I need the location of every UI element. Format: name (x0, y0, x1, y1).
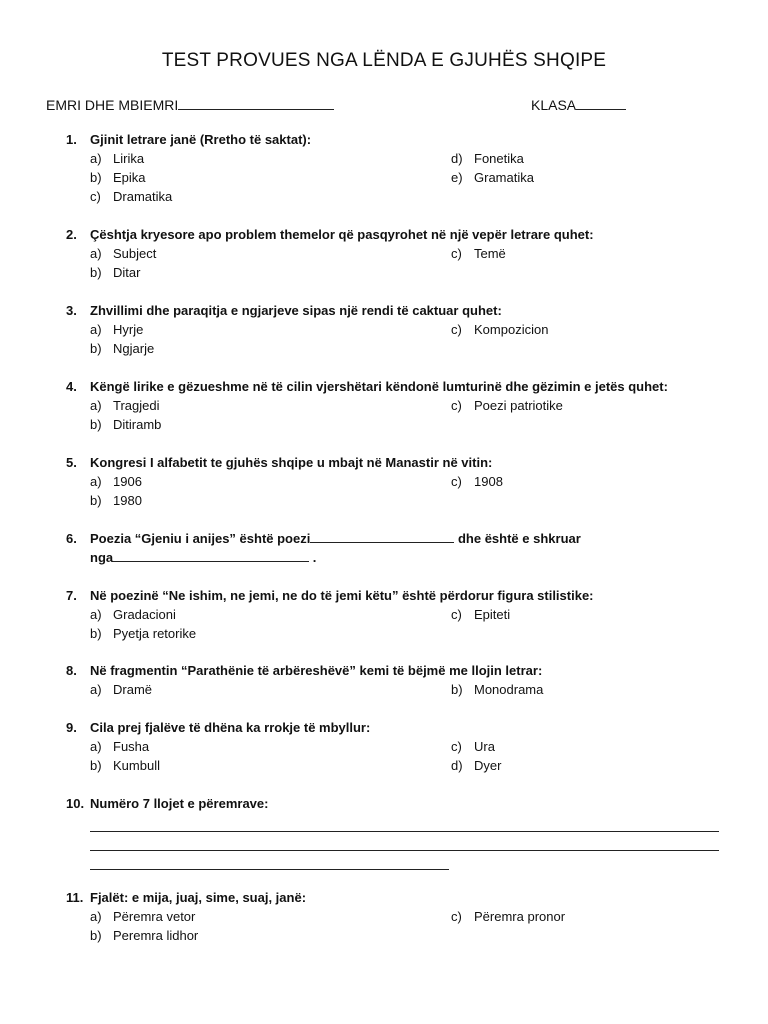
question-1 (66, 130, 726, 206)
question-text: Fjalët: e mija, juaj, sime, suaj, janë: (90, 890, 307, 905)
question-2 (66, 225, 726, 282)
question-8 (66, 661, 726, 699)
question-text: Gjinit letrare janë (Rretho të saktat): (90, 132, 312, 147)
class-field[interactable] (531, 96, 626, 113)
option-e[interactable]: e) Gramatika (451, 170, 534, 185)
question-number: 10. (66, 796, 85, 811)
question-4 (66, 377, 726, 434)
question-number: 7. (66, 588, 77, 603)
question-6: 6. Poezia “Gjeniu i anijes” është poezi dhe është e shkruar nga . (66, 531, 581, 565)
option-b[interactable]: b) 1980 (90, 493, 142, 508)
page-title: TEST PROVUES NGA LËNDA E GJUHËS SHQIPE (161, 50, 607, 71)
option-b[interactable]: b) Kumbull (90, 758, 160, 773)
question-text: Zhvillimi dhe paraqitja e ngjarjeve sipas një rendi të caktuar quhet: (90, 303, 502, 318)
question-text: Poezia “Gjeniu i anijes” është poezi (90, 531, 311, 546)
question-number: 2. (66, 227, 77, 242)
question-number: 6. (66, 531, 77, 546)
option-a[interactable]: a) Subject (90, 246, 157, 261)
option-b[interactable]: b) Ditiramb (90, 417, 162, 432)
question-text: Çështja kryesore apo problem themelor që pasqyrohet në një vepër letrare quhet: (90, 227, 594, 242)
question-number: 9. (66, 720, 77, 735)
answer-line[interactable] (90, 813, 719, 832)
question-text: Këngë lirike e gëzueshme në të cilin vjershëtari këndonë lumturinë dhe gëzimin e jetës quhet: (90, 379, 668, 394)
option-c[interactable]: c) Ura (451, 739, 495, 754)
option-c[interactable]: c) Epiteti (451, 607, 511, 622)
question-number: 3. (66, 303, 77, 318)
question-text: Cila prej fjalëve të dhëna ka rrokje të mbyllur: (90, 720, 371, 735)
question-9 (66, 718, 726, 775)
option-b[interactable]: b) Epika (90, 170, 146, 185)
option-c[interactable]: c) Kompozicion (451, 322, 549, 337)
class-label: KLASA (531, 97, 577, 113)
question-11 (66, 888, 726, 945)
question-number: 8. (66, 663, 77, 678)
option-a[interactable]: a) Hyrje (90, 322, 144, 337)
option-c[interactable]: c) Temë (451, 246, 506, 261)
option-b[interactable]: b) Ditar (90, 265, 141, 280)
option-b[interactable]: b) Monodrama (451, 682, 544, 697)
name-field[interactable] (46, 96, 334, 113)
option-d[interactable]: d) Fonetika (451, 151, 524, 166)
question-7 (66, 586, 726, 643)
option-a[interactable]: a) Tragjedi (90, 398, 160, 413)
name-label: EMRI DHE MBIEMRI (46, 97, 179, 113)
question-text: Në fragmentin “Parathënie të arbëreshëvë” kemi të bëjmë me llojin letrar: (90, 663, 543, 678)
question-text: Numëro 7 llojet e përemrave: (90, 796, 269, 811)
name-blank[interactable] (178, 96, 334, 110)
option-b[interactable]: b) Pyetja retorike (90, 626, 197, 641)
question-number: 1. (66, 132, 77, 147)
question-text: Në poezinë “Ne ishim, ne jemi, ne do të jemi këtu” është përdorur figura stilistike: (90, 588, 594, 603)
question-10 (66, 794, 726, 870)
option-c[interactable]: c) Poezi patriotike (451, 398, 563, 413)
answer-line[interactable] (90, 851, 449, 870)
question-number: 4. (66, 379, 77, 394)
option-b[interactable]: b) Peremra lidhor (90, 928, 199, 943)
option-a[interactable]: a) Gradacioni (90, 607, 176, 622)
question-number: 5. (66, 455, 77, 470)
option-b[interactable]: b) Ngjarje (90, 341, 155, 356)
option-c[interactable]: c) 1908 (451, 474, 503, 489)
option-a[interactable]: a) Fusha (90, 739, 150, 754)
question-text-cont: nga (90, 550, 114, 565)
answer-blank[interactable] (310, 529, 454, 543)
question-5 (66, 453, 726, 510)
class-blank[interactable] (576, 96, 626, 110)
option-c[interactable]: c) Dramatika (90, 189, 173, 204)
question-text: Kongresi I alfabetit te gjuhës shqipe u mbajt në Manastir në vitin: (90, 455, 493, 470)
question-text-cont: dhe është e shkruar (457, 531, 581, 546)
option-a[interactable]: a) Dramë (90, 682, 153, 697)
answer-line[interactable] (90, 832, 719, 851)
option-a[interactable]: a) 1906 (90, 474, 142, 489)
answer-blank[interactable] (113, 548, 309, 562)
option-c[interactable]: c) Përemra pronor (451, 909, 566, 924)
option-d[interactable]: d) Dyer (451, 758, 502, 773)
question-number: 11. (66, 890, 84, 905)
option-a[interactable]: a) Lirika (90, 151, 145, 166)
question-3 (66, 301, 726, 358)
option-a[interactable]: a) Përemra vetor (90, 909, 196, 924)
